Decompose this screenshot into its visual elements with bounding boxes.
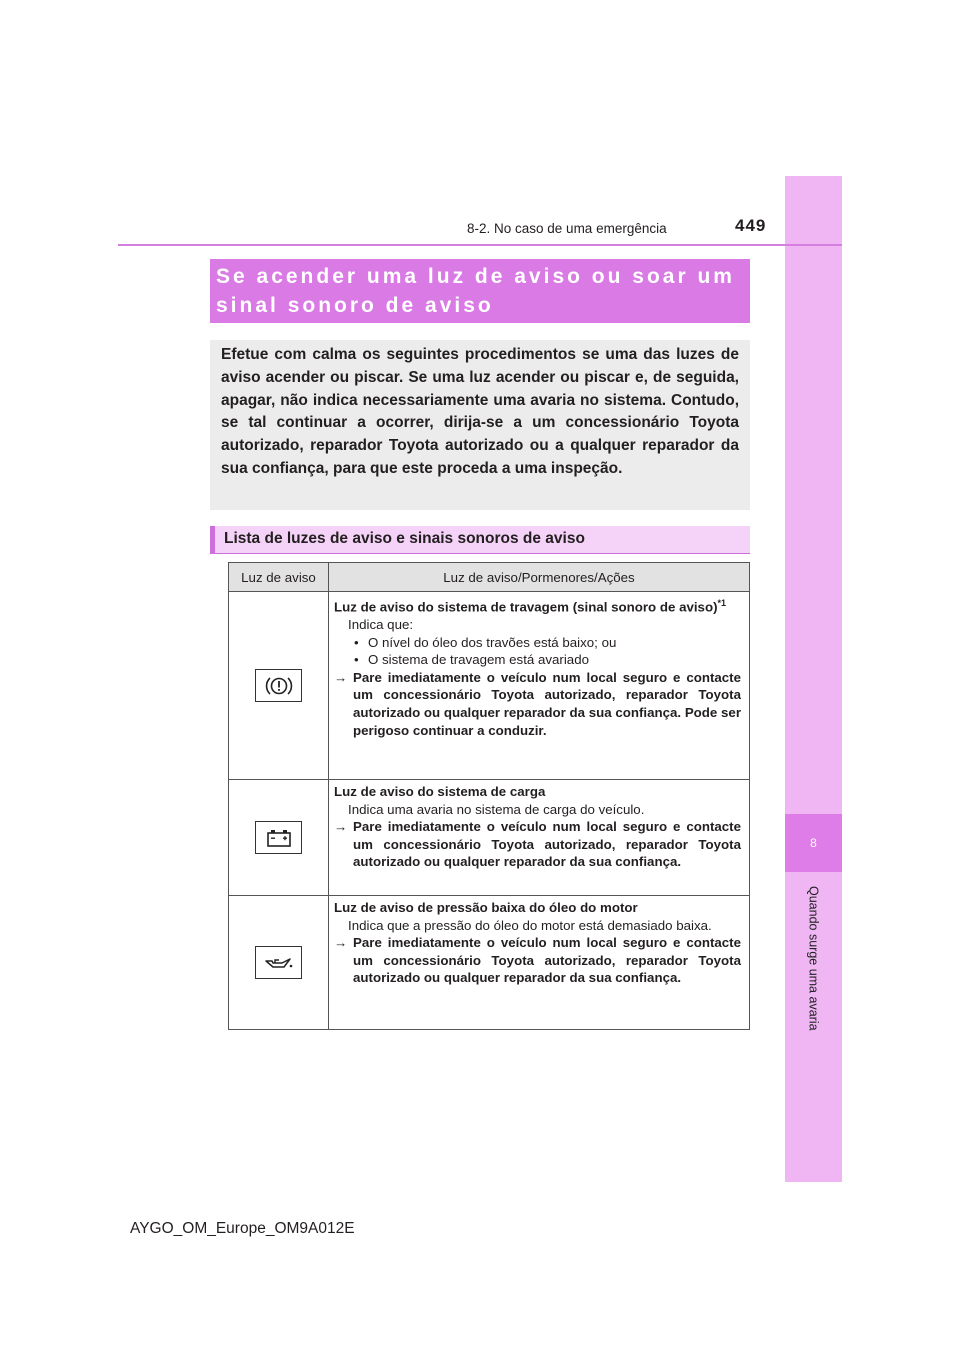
chapter-title: Quando surge uma avaria (806, 886, 821, 1031)
icon-cell (229, 592, 329, 780)
chapter-number: 8 (785, 814, 842, 872)
indication-text: Indica que: (348, 617, 414, 633)
arrow-icon: → (334, 669, 348, 685)
details-cell (329, 896, 750, 1030)
action-text: → Pare imediatamente o veículo num local seguro e contacte um concessionário Toyota autorizado, reparador Toyota autorizado ou qualquer reparador da sua confiança. (334, 819, 741, 870)
table-header-details: Luz de aviso/Pormenores/Ações (329, 563, 750, 592)
table-row (229, 780, 750, 896)
table-header-row (229, 563, 750, 592)
indication-text: Indica uma avaria no sistema de carga do veículo. (348, 801, 645, 817)
oil-pressure-icon (255, 946, 302, 979)
details-cell (329, 780, 750, 896)
header-divider (118, 244, 842, 246)
document-code: AYGO_OM_Europe_OM9A012E (130, 1220, 355, 1237)
arrow-icon: → (334, 935, 348, 951)
warning-light-name: Luz de aviso de pressão baixa do óleo do motor (334, 900, 638, 915)
icon-cell (229, 780, 329, 896)
list-heading: Lista de luzes de aviso e sinais sonoros de aviso (210, 526, 750, 554)
brake-warning-icon (255, 669, 302, 702)
action-text: → Pare imediatamente o veículo num local seguro e contacte um concessionário Toyota autorizado, reparador Toyota autorizado ou qualquer reparador da sua confiança. (334, 935, 741, 986)
details-cell (329, 592, 750, 780)
page-title-line-2: sinal sonoro de aviso (216, 294, 494, 317)
chapter-side-tab (785, 176, 842, 1182)
page-number: 449 (735, 216, 767, 235)
arrow-icon: → (334, 819, 348, 835)
table-row (229, 592, 750, 780)
page-title (210, 259, 750, 323)
chapter-title-container (785, 886, 842, 1086)
footnote-marker: *1 (717, 598, 727, 608)
section-reference: 8-2. No caso de uma emergência (467, 221, 667, 236)
intro-box (210, 340, 750, 510)
battery-icon (255, 821, 302, 854)
warning-light-name: Luz de aviso do sistema de carga (334, 784, 546, 799)
list-item: • O nível do óleo dos travões está baixo; ou (354, 634, 617, 650)
indication-text: Indica que a pressão do óleo do motor está demasiado baixa. (348, 917, 712, 933)
intro-text: Efetue com calma os seguintes procedimentos se uma das luzes de aviso acender ou piscar. Se uma luz acender ou piscar e, de seguida, apagar, não indica necessariamente uma avaria no sistema. Contudo, se tal continuar a ocorrer, dirija-se a um concessionário Toyota autorizado, reparador Toyota autorizado ou a qualquer reparador da sua confiança, para que este proceda a uma inspeção. (221, 346, 739, 477)
icon-cell (229, 896, 329, 1030)
list-item: • O sistema de travagem está avariado (354, 652, 589, 668)
table-row (229, 896, 750, 1030)
table-header-warning-light: Luz de aviso (229, 563, 329, 592)
warning-lights-table (228, 562, 750, 1030)
warning-light-name: Luz de aviso do sistema de travagem (sinal sonoro de aviso)$^{*1}$ (334, 598, 727, 615)
action-text: → Pare imediatamente o veículo num local seguro e contacte um concessionário Toyota autorizado, reparador Toyota autorizado ou qualquer reparador da sua confiança. Pode ser perigoso continuar a conduzir. (334, 669, 741, 738)
page-title-line-1: Se acender uma luz de aviso ou soar um (216, 265, 735, 288)
